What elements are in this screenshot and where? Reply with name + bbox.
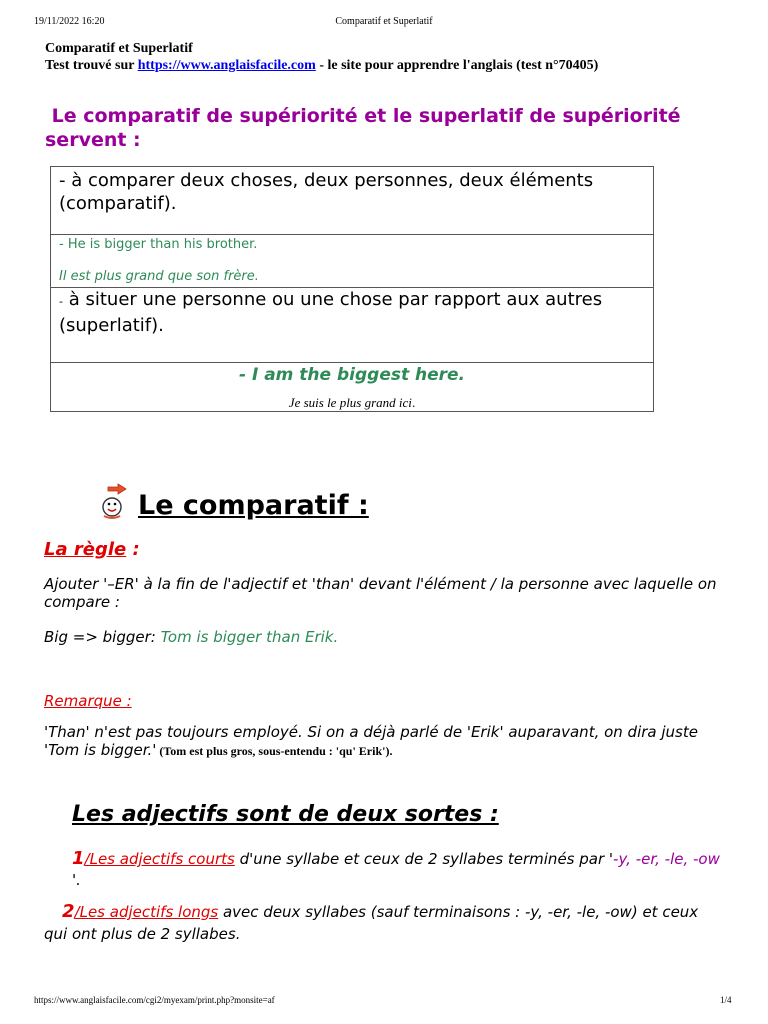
example-superlatif-fr: Je suis le plus grand ici. [288, 395, 416, 410]
found-suffix: - le site pour apprendre l'anglais (test n°70405) [319, 58, 599, 73]
remark-label: Remarque : [44, 692, 132, 710]
item1-number: 1 [72, 848, 85, 869]
smiley-with-arrow-icon [98, 483, 128, 519]
rule-heading: La règle : [44, 539, 140, 560]
found-prefix: Test trouvé sur [45, 58, 135, 73]
row-comparatif: - à comparer deux choses, deux personnes, deux éléments (comparatif). [51, 167, 654, 235]
example-prefix: Big => bigger: [44, 628, 161, 646]
site-link[interactable]: https://www.anglaisfacile.com [137, 58, 316, 73]
row3-text: à situer une personne ou une chose par rapport aux autres (superlatif). [59, 289, 603, 336]
item2-text: avec deux syllabes (sauf terminaisons : -y, -er, -le, -ow) et ceux qui ont plus de 2 syllabes. [44, 903, 699, 943]
remark-heading [44, 692, 132, 710]
adjectifs-title: Les adjectifs sont de deux sortes : [72, 802, 499, 827]
doc-title: Comparatif et Superlatif [45, 41, 193, 56]
rule-example [44, 628, 724, 646]
rule-label: La règle [44, 539, 127, 560]
print-title: Comparatif et Superlatif [335, 16, 433, 27]
item1-endings: -y, -er, -le, -ow [613, 850, 720, 868]
adjectifs-item-2 [44, 901, 724, 945]
remark-text [44, 723, 734, 760]
print-date: 19/11/2022 16:20 [34, 16, 105, 27]
item2-number: 2 [62, 901, 75, 922]
rule-text: Ajouter '–ER' à la fin de l'adjectif et 'than' devant l'élément / la personne avec laquelle on compare : [44, 575, 717, 611]
row3-dash: - [59, 295, 63, 308]
remark-paren: (Tom est plus gros, sous-entendu : 'qu' Erik'). [156, 744, 393, 758]
item1-label: /Les adjectifs courts [84, 850, 235, 868]
print-footer-url: https://www.anglaisfacile.com/cgi2/myexam/print.php?monsite=af [34, 995, 275, 1005]
example-sentence: Tom is bigger than Erik. [160, 628, 339, 646]
example-fr: Il est plus grand que son frère. [59, 269, 259, 284]
comparatif-title: Le comparatif : [138, 490, 369, 521]
print-footer-page: 1/4 [720, 995, 732, 1005]
intro-table [50, 166, 654, 412]
row-example-comparatif [51, 235, 654, 288]
found-line [45, 58, 598, 74]
row-example-superlatif [51, 363, 654, 412]
intro-heading-text: Le comparatif de supériorité et le superlatif de supériorité servent : [45, 105, 681, 151]
row-superlatif [51, 288, 654, 363]
item1-close: '. [72, 871, 81, 889]
example-superlatif-en: - I am the biggest here. [238, 365, 466, 385]
item1-text: d'une syllabe et ceux de 2 syllabes terminés par ' [234, 850, 614, 868]
example-en: - He is bigger than his brother. [59, 237, 258, 252]
item2-label: /Les adjectifs longs [74, 903, 219, 921]
remark-body: 'Than' n'est pas toujours employé. Si on a déjà parlé de 'Erik' auparavant, on dira juste 'Tom is bigger.' [44, 723, 698, 759]
intro-heading [45, 104, 685, 152]
adjectifs-item-1 [72, 848, 732, 891]
